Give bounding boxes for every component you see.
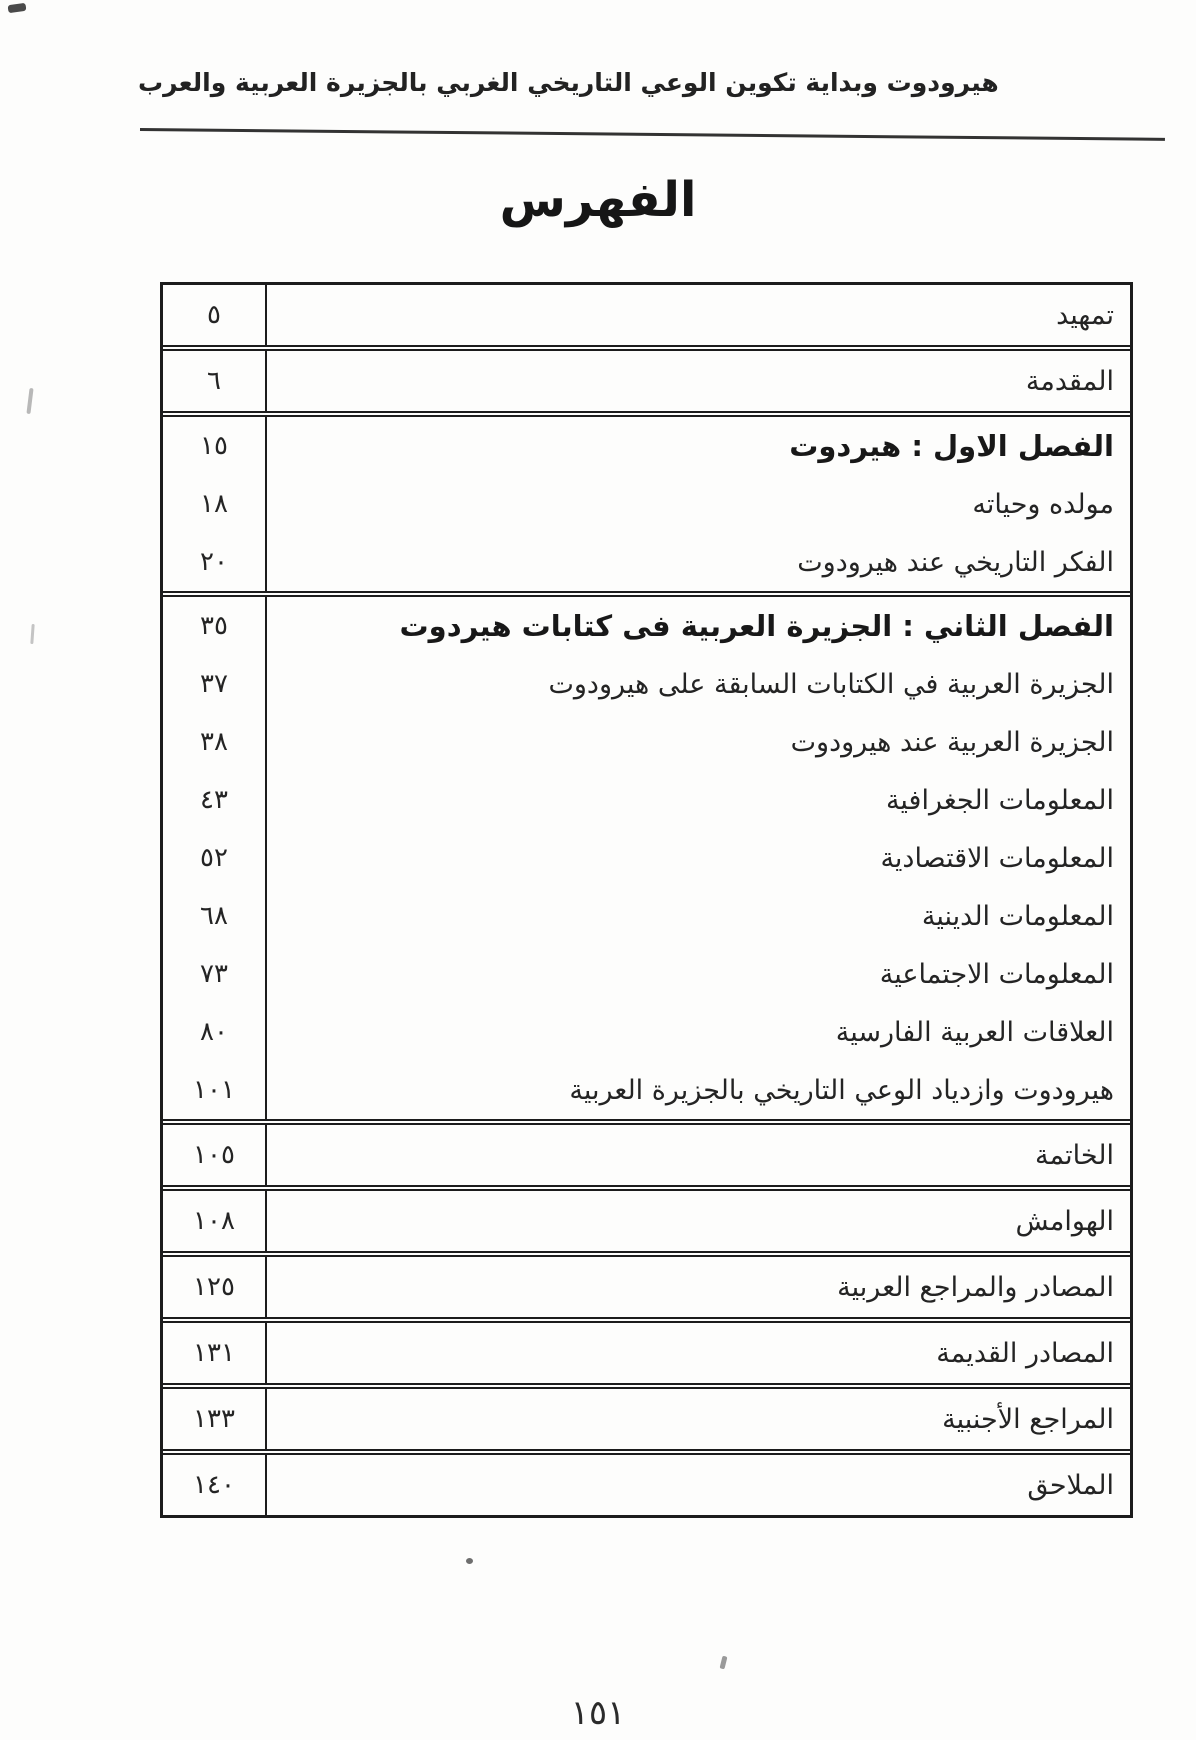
page-title-wrap: [0, 172, 1196, 228]
toc-section: [163, 1389, 1130, 1455]
toc-row: [163, 285, 1130, 345]
toc-page-number: ٢٠: [163, 533, 267, 591]
page-title: الفهرس: [499, 172, 697, 228]
toc-entry-title: المصادر القديمة: [936, 1337, 1114, 1369]
toc-row: [163, 533, 1130, 591]
toc-page-number: ١٠٥: [163, 1125, 267, 1185]
toc-entry-title: العلاقات العربية الفارسية: [835, 1016, 1114, 1048]
toc-entry-title: الفصل الاول : هيردوت: [789, 429, 1114, 463]
toc-row: [163, 1125, 1130, 1185]
folio-wrap: [0, 1693, 1196, 1733]
scan-artifact: [30, 624, 34, 644]
toc-chapter-row: [163, 417, 1130, 475]
toc-row: [163, 945, 1130, 1003]
toc-entry-title: المصادر والمراجع العربية: [837, 1271, 1114, 1303]
toc-page-number: ١٤٠: [163, 1455, 267, 1515]
toc-entry-title: المعلومات الاقتصادية: [880, 842, 1114, 874]
toc-entry-title: تمهيد: [1056, 299, 1114, 331]
toc-row: [163, 887, 1130, 945]
toc-page-number: ١٨: [163, 475, 267, 533]
toc-page-number: ٤٣: [163, 771, 267, 829]
toc-page-number: ٥٢: [163, 829, 267, 887]
toc-section: [163, 285, 1130, 351]
toc-entry-title: الجزيرة العربية في الكتابات السابقة على هيرودوت: [548, 668, 1114, 700]
toc-page-number: ٣٧: [163, 655, 267, 713]
toc-entry-title: الملاحق: [1027, 1469, 1114, 1501]
toc-row: [163, 1323, 1130, 1383]
toc-row: [163, 771, 1130, 829]
toc-page-number: ٥: [163, 285, 267, 345]
toc-row: [163, 1061, 1130, 1119]
folio-number: ١٥١: [570, 1693, 626, 1733]
running-head: هيرودوت وبداية تكوين الوعي التاريخي الغربي بالجزيرة العربية والعرب: [138, 68, 999, 97]
toc-entry-title: المراجع الأجنبية: [942, 1403, 1114, 1435]
toc-row: [163, 713, 1130, 771]
toc-section: [163, 1455, 1130, 1515]
scan-artifact: [720, 1656, 728, 1670]
toc-row: [163, 655, 1130, 713]
toc-entry-title: المعلومات الجغرافية: [885, 784, 1114, 816]
toc-entry-title: الفصل الثاني : الجزيرة العربية فى كتابات هيردوت: [399, 609, 1114, 643]
toc-page-number: ١٣١: [163, 1323, 267, 1383]
toc-entry-title: هيرودوت وازدياد الوعي التاريخي بالجزيرة العربية: [569, 1074, 1114, 1106]
scan-artifact: [466, 1558, 473, 1564]
toc-entry-title: المعلومات الدينية: [921, 900, 1114, 932]
toc-page-number: ١٥: [163, 417, 267, 475]
toc-section: [163, 1257, 1130, 1323]
toc-section: [163, 417, 1130, 597]
toc-page-number: ٨٠: [163, 1003, 267, 1061]
toc-page-number: ٦: [163, 351, 267, 411]
toc-section: [163, 351, 1130, 417]
scan-artifact: [26, 388, 33, 414]
toc-row: [163, 475, 1130, 533]
toc-entry-title: المقدمة: [1025, 365, 1114, 397]
toc-page-number: ١٢٥: [163, 1257, 267, 1317]
toc-row: [163, 1389, 1130, 1449]
toc-page-number: ٧٣: [163, 945, 267, 1003]
toc-page-number: ١٠٨: [163, 1191, 267, 1251]
toc-table: [160, 282, 1133, 1518]
toc-section: [163, 1125, 1130, 1191]
toc-row: [163, 1003, 1130, 1061]
toc-chapter-row: [163, 597, 1130, 655]
toc-row: [163, 1455, 1130, 1515]
toc-section: [163, 597, 1130, 1125]
header-rule: [140, 128, 1165, 141]
toc-row: [163, 351, 1130, 411]
toc-entry-title: المعلومات الاجتماعية: [879, 958, 1114, 990]
toc-entry-title: الفكر التاريخي عند هيرودوت: [797, 546, 1114, 578]
toc-entry-title: الخاتمة: [1035, 1139, 1114, 1171]
toc-row: [163, 1191, 1130, 1251]
scan-artifact: [8, 3, 27, 13]
toc-page-number: ٣٥: [163, 597, 267, 655]
toc-entry-title: الهوامش: [1015, 1205, 1114, 1237]
toc-section: [163, 1323, 1130, 1389]
toc-section: [163, 1191, 1130, 1257]
toc-page-number: ١٠١: [163, 1061, 267, 1119]
toc-page-number: ١٣٣: [163, 1389, 267, 1449]
toc-page-number: ٣٨: [163, 713, 267, 771]
toc-entry-title: مولده وحياته: [972, 488, 1114, 520]
toc-row: [163, 829, 1130, 887]
toc-entry-title: الجزيرة العربية عند هيرودوت: [790, 726, 1114, 758]
toc-row: [163, 1257, 1130, 1317]
toc-page-number: ٦٨: [163, 887, 267, 945]
